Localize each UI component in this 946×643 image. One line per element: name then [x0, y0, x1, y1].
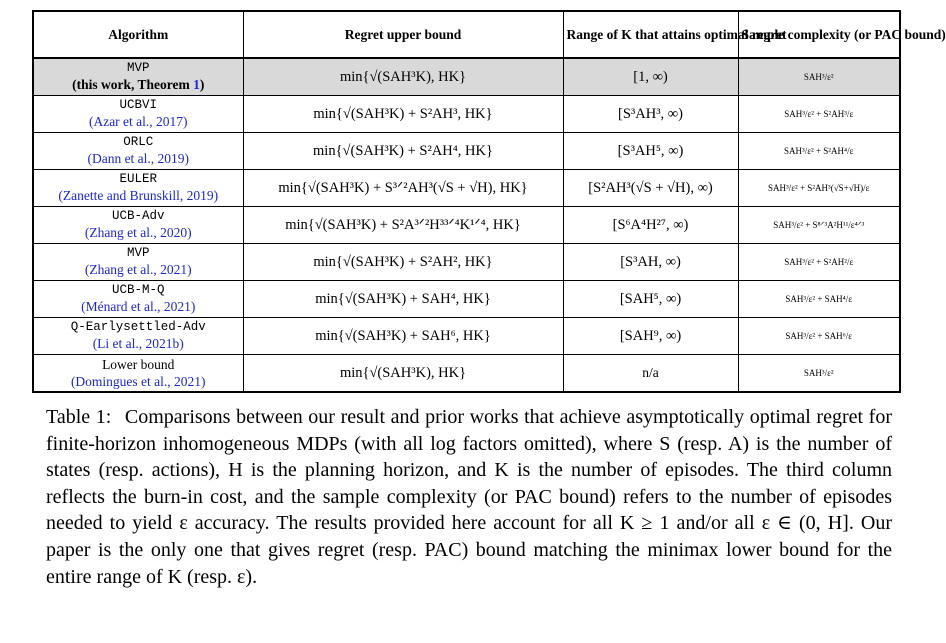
cell-regret-bound: min{√(SAH³K) + S³ᐟ²AH³(√S + √H), HK} — [243, 170, 563, 207]
cell-sample-complexity: SAH³/ε² + S⁸ᐟ³A²H¹¹/ε⁴ᐟ³ — [738, 207, 900, 244]
cell-k-range: n/a — [563, 355, 738, 393]
cell-sample-complexity: SAH³/ε² + S²AH²/ε — [738, 244, 900, 281]
this-work-suffix: ) — [199, 77, 205, 92]
algorithm-name: MVP — [126, 246, 150, 260]
cell-regret-bound: min{√(SAH³K), HK} — [243, 58, 563, 96]
algorithm-name: EULER — [119, 172, 157, 186]
cell-regret-bound: min{√(SAH³K) + S²A³ᐟ²H³³ᐟ⁴K¹ᐟ⁴, HK} — [243, 207, 563, 244]
comparison-table — [32, 10, 946, 393]
table-row — [33, 281, 900, 318]
caption-label: Table 1: — [46, 406, 112, 428]
table-caption — [46, 404, 892, 590]
citation-link[interactable]: (Ménard et al., 2021) — [81, 299, 196, 314]
table-row — [33, 318, 900, 355]
cell-k-range: [1, ∞) — [563, 58, 738, 96]
citation-link[interactable]: (Azar et al., 2017) — [88, 114, 188, 129]
algorithm-name: UCB-M-Q — [111, 283, 165, 297]
cell-k-range: [S⁶A⁴H²⁷, ∞) — [563, 207, 738, 244]
table-row — [33, 355, 900, 393]
cell-regret-bound: min{√(SAH³K) + SAH⁶, HK} — [243, 318, 563, 355]
cell-sample-complexity: SAH³/ε² + SAH⁶/ε — [738, 318, 900, 355]
algorithm-name: ORLC — [123, 135, 154, 149]
algorithm-name: Q-Earlysettled-Adv — [70, 320, 206, 334]
header-sample-complexity: Sample complexity (or PAC bound) — [738, 11, 900, 58]
header-algorithm: Algorithm — [33, 11, 243, 58]
algorithm-name: UCBVI — [119, 98, 157, 112]
cell-algorithm — [33, 207, 243, 244]
table-row — [33, 96, 900, 133]
citation-link[interactable]: (Li et al., 2021b) — [92, 336, 184, 351]
cell-regret-bound: min{√(SAH³K) + S²AH⁴, HK} — [243, 133, 563, 170]
citation-link[interactable]: (Dann et al., 2019) — [87, 151, 190, 166]
cell-regret-bound: min{√(SAH³K) + S²AH³, HK} — [243, 96, 563, 133]
this-work-note — [37, 76, 240, 93]
cell-algorithm — [33, 318, 243, 355]
caption-text: Comparisons between our result and prior works that achieve asymptotically optimal regret for finite-horizon inhomogeneous MDPs (with all log factors omitted), where S (resp. A) is the number of states (resp. actions), H is the planning horizon, and K is the number of episodes. The third column reflects the burn-in cost, and the sample complexity (or PAC bound) refers to the number of episodes needed to yield ε accuracy. The results provided here account for all K ≥ 1 and/or all ε ∈ (0, H]. Our paper is the only one that gives regret (resp. PAC) bound matching the minimax lower bound for the entire range of K (resp. ε). — [46, 406, 892, 588]
algorithm-name: MVP — [126, 61, 150, 75]
theorem-link[interactable]: 1 — [193, 77, 200, 92]
cell-algorithm — [33, 96, 243, 133]
table-row — [33, 244, 900, 281]
cell-algorithm — [33, 281, 243, 318]
cell-sample-complexity: SAH³/ε² + S²AH³/ε — [738, 96, 900, 133]
cell-sample-complexity: SAH³/ε² + SAH⁴/ε — [738, 281, 900, 318]
header-range: Range of K that attains optimal regret — [563, 11, 738, 58]
cell-regret-bound: min{√(SAH³K), HK} — [243, 355, 563, 393]
cell-regret-bound: min{√(SAH³K) + S²AH², HK} — [243, 244, 563, 281]
cell-sample-complexity: SAH³/ε² — [738, 58, 900, 96]
table-body — [33, 58, 900, 392]
citation-link[interactable]: (Domingues et al., 2021) — [70, 374, 206, 389]
cell-algorithm — [33, 355, 243, 393]
cell-k-range: [SAH⁹, ∞) — [563, 318, 738, 355]
this-work-prefix: (this work, Theorem — [72, 77, 194, 92]
table-row — [33, 133, 900, 170]
cell-sample-complexity: SAH³/ε² — [738, 355, 900, 393]
cell-k-range: [SAH⁵, ∞) — [563, 281, 738, 318]
table-row — [33, 170, 900, 207]
algorithm-name: Lower bound — [102, 357, 175, 372]
cell-algorithm — [33, 170, 243, 207]
table-row — [33, 207, 900, 244]
cell-regret-bound: min{√(SAH³K) + SAH⁴, HK} — [243, 281, 563, 318]
citation-link[interactable]: (Zhang et al., 2020) — [84, 225, 192, 240]
cell-algorithm — [33, 133, 243, 170]
cell-algorithm — [33, 58, 243, 96]
citation-link[interactable]: (Zanette and Brunskill, 2019) — [58, 188, 219, 203]
citation-link[interactable]: (Zhang et al., 2021) — [84, 262, 192, 277]
cell-k-range: [S³AH³, ∞) — [563, 96, 738, 133]
cell-sample-complexity: SAH³/ε² + S²AH³(√S+√H)/ε — [738, 170, 900, 207]
cell-k-range: [S³AH⁵, ∞) — [563, 133, 738, 170]
table-row — [33, 58, 900, 96]
cell-k-range: [S³AH, ∞) — [563, 244, 738, 281]
algorithm-name: UCB-Adv — [111, 209, 165, 223]
cell-k-range: [S²AH³(√S + √H), ∞) — [563, 170, 738, 207]
cell-algorithm — [33, 244, 243, 281]
cell-sample-complexity: SAH³/ε² + S²AH⁴/ε — [738, 133, 900, 170]
table-header-row — [33, 11, 900, 58]
header-regret: Regret upper bound — [243, 11, 563, 58]
